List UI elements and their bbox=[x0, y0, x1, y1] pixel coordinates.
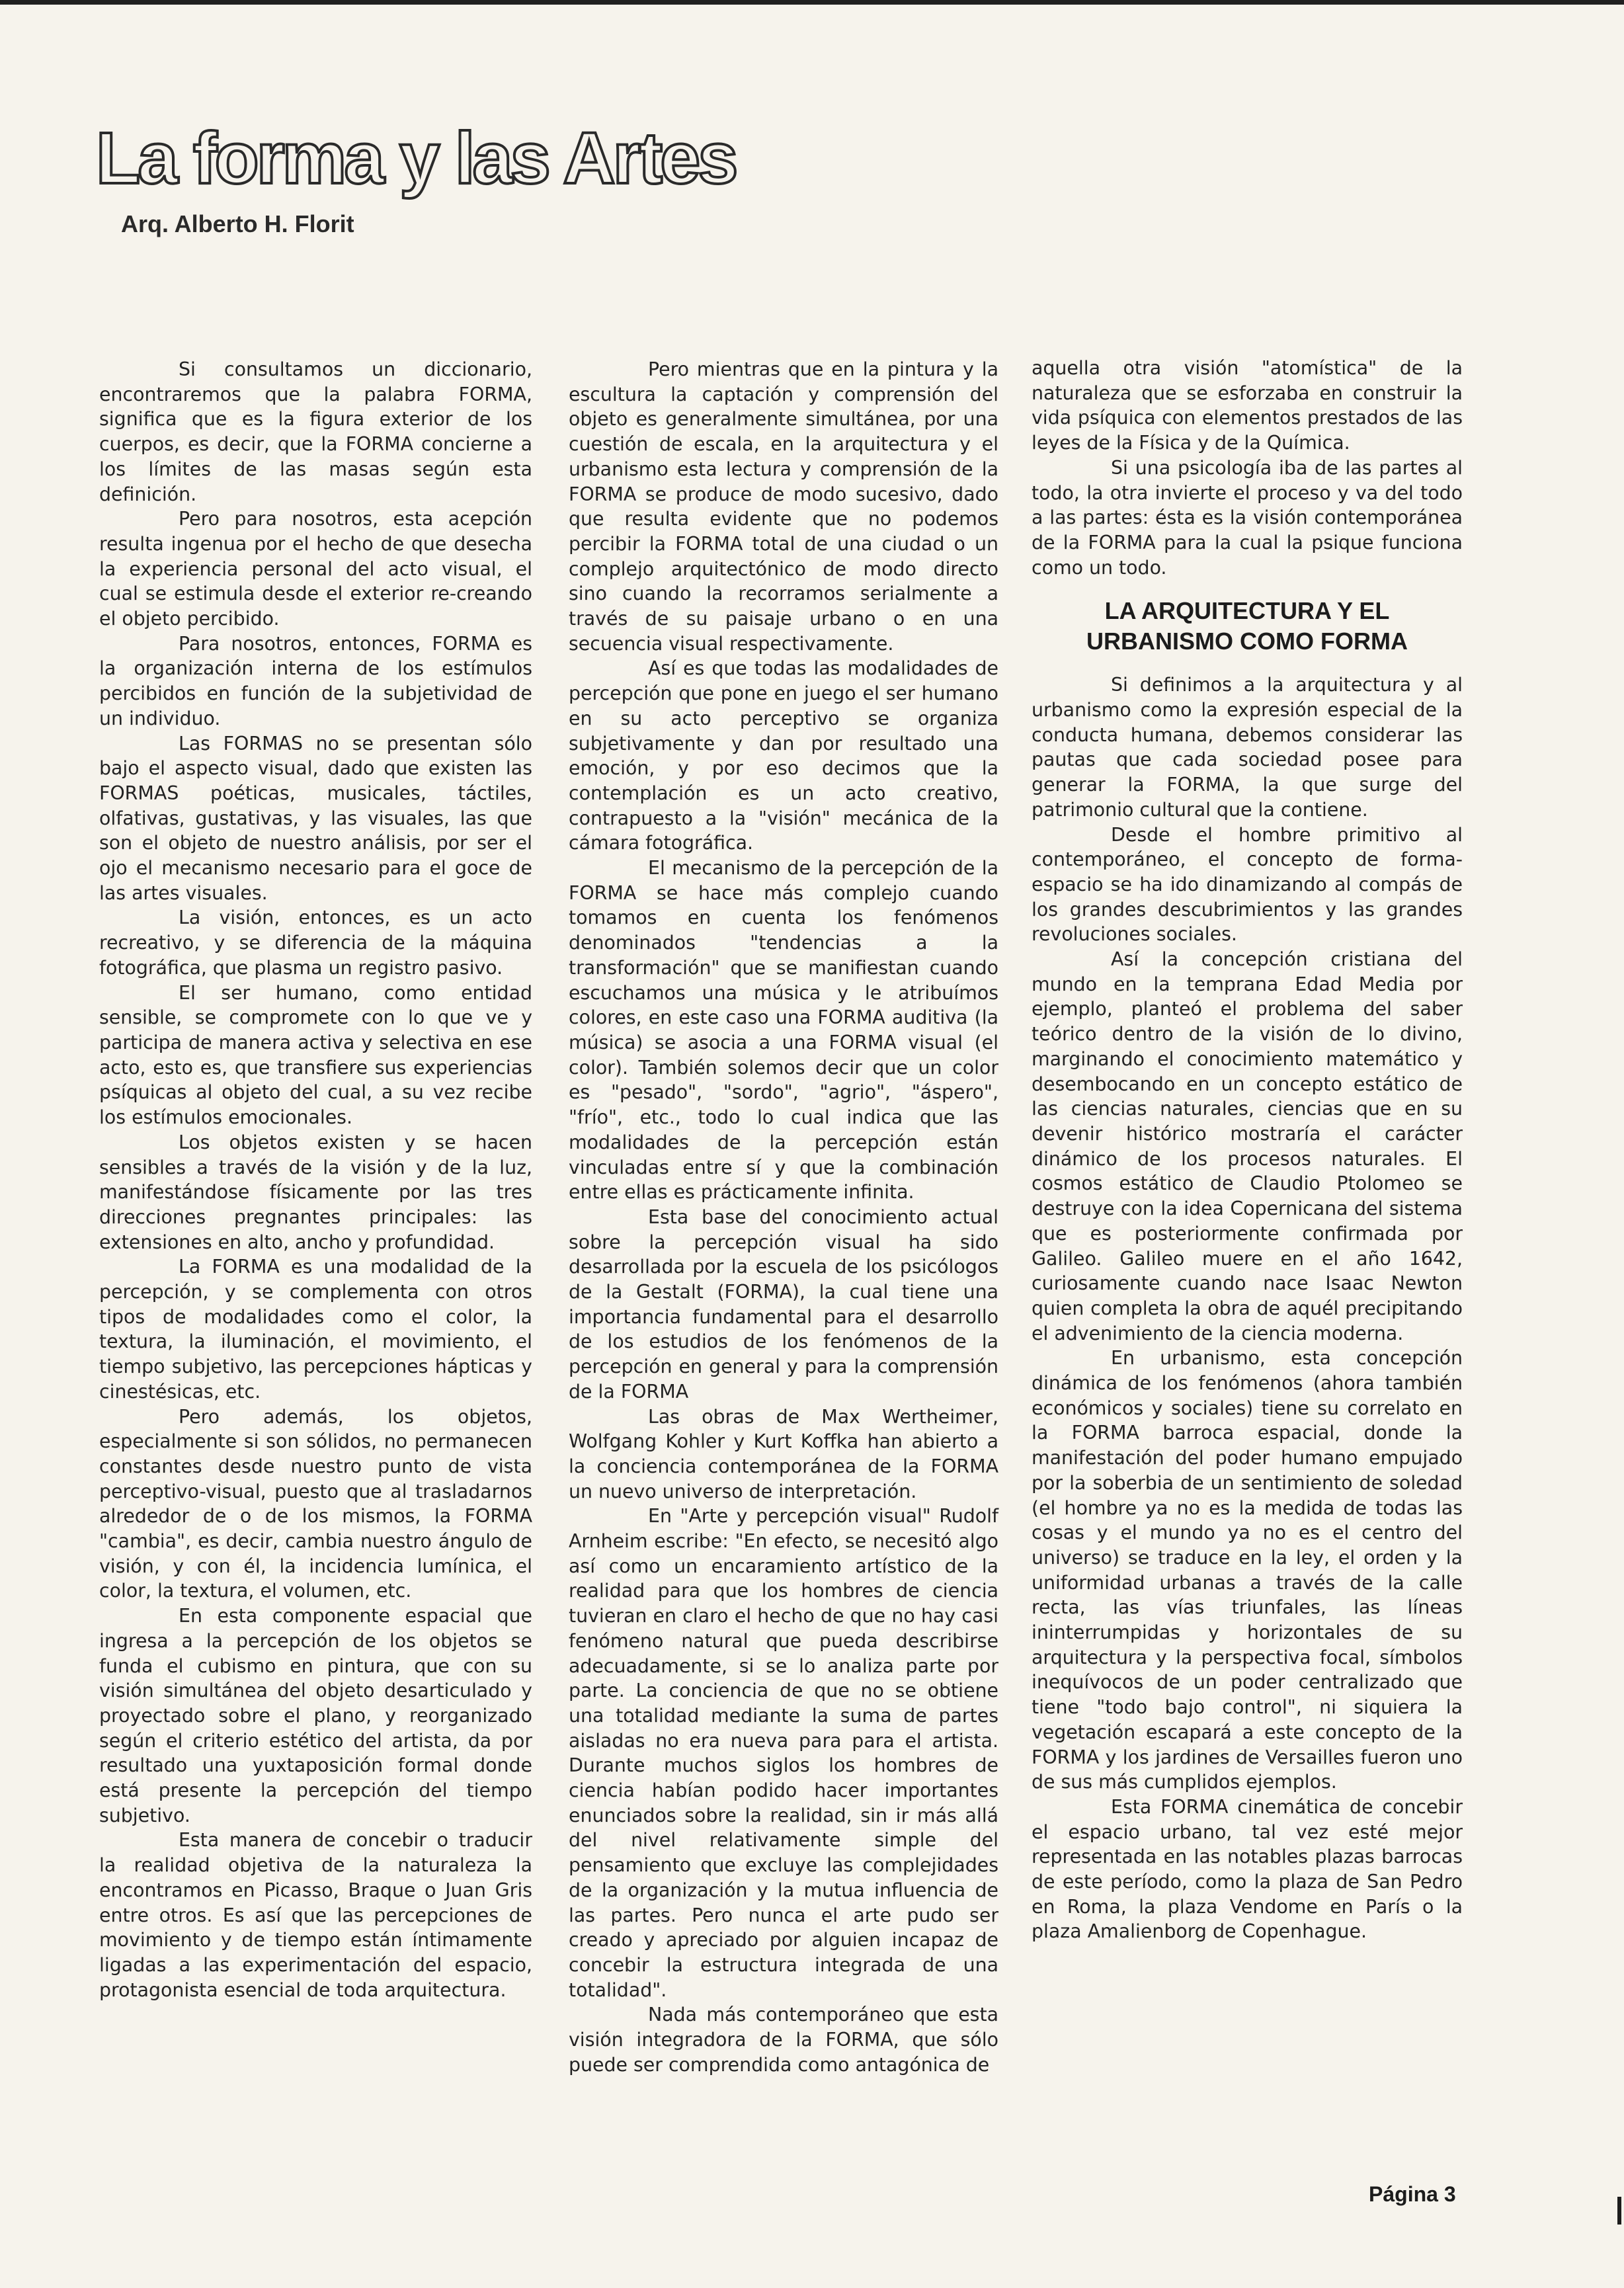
text-column-1 bbox=[99, 357, 532, 2002]
paragraph: Esta base del conocimiento actual sobre la percepción visual ha sido desarrollada por la escuela de los psicólogos de la Gestalt (FORMA), la cual tiene una importancia fundamental para el desarrollo de los estudios de los fenómenos de la percepción en general y para la comprensión de la FORMA bbox=[569, 1205, 998, 1403]
paragraph: En esta componente espacial que ingresa a la percepción de los objetos se funda el cubismo en pintura, que con su visión simultánea del objeto desarticulado y proyectado sobre el plano, y reorganizado según el criterio estético del artista, da por resultado una yuxtaposición formal donde está presente la percepción del tiempo subjetivo. bbox=[99, 1605, 532, 1826]
edge-mark bbox=[1617, 2197, 1621, 2225]
text-column-3 bbox=[1032, 356, 1463, 1944]
paragraph: Si consultamos un diccionario, encontraremos que la palabra FORMA, significa que es la figura exterior de los cuerpos, es decir, que la FORMA concierne a los límites de las masas según esta definición. bbox=[99, 358, 532, 505]
top-rule bbox=[0, 0, 1624, 5]
paragraph: Pero mientras que en la pintura y la escultura la captación y comprensión del objeto es generalmente simultánea, por una cuestión de escala, en la arquitectura y el urbanismo esta lectura y comprensión de la FORMA se produce de modo sucesivo, dado que resulta evidente que no podemos percibir la FORMA total de una ciudad o un complejo arquitectónico de modo directo sino cuando la recorramos serialmente a través de su paisaje urbano o en una secuencia visual respectivamente. bbox=[569, 358, 998, 655]
article-title: La forma y las Artes bbox=[96, 118, 736, 199]
paragraph: Pero para nosotros, esta acepción resulta ingenua por el hecho de que desecha la experiencia personal del acto visual, el cual se estimula desde el exterior re-creando el objeto percibido. bbox=[99, 508, 532, 630]
page-number: Página 3 bbox=[1369, 2182, 1456, 2206]
paragraph: Así es que todas las modalidades de percepción que pone en juego el ser humano en su acto perceptivo se organiza subjetivamente y dan por resultado una emoción, y por eso decimos que la contemplación es un acto creativo, contrapuesto a la "visión" mecánica de la cámara fotográfica. bbox=[569, 657, 998, 854]
author-byline: Arq. Alberto H. Florit bbox=[121, 210, 354, 237]
paragraph: Si definimos a la arquitectura y al urbanismo como la expresión especial de la conducta humana, debemos considerar las pautas que cada sociedad posee para generar la FORMA, la que surge del patrimonio cultural que la contiene. bbox=[1032, 674, 1463, 821]
paragraph: Los objetos existen y se hacen sensibles a través de la visión y de la luz, manifestándose físicamente por las tres direcciones pregnantes principales: las extensiones en alto, ancho y profundidad. bbox=[99, 1131, 532, 1253]
paragraph: Desde el hombre primitivo al contemporáneo, el concepto de forma-espacio se ha ido dinamizando al compás de los grandes descubrimientos y las grandes revoluciones sociales. bbox=[1032, 823, 1463, 946]
paragraph: El ser humano, como entidad sensible, se compromete con lo que ve y participa de manera activa y selectiva en ese acto, esto es, que transfiere sus experiencias psíquicas al objeto del cual, a su vez recibe los estímulos emocionales. bbox=[99, 981, 532, 1129]
paragraph: En "Arte y percepción visual" Rudolf Arnheim escribe: "En efecto, se necesitó algo así como un encaramiento artístico de la realidad para que los hombres de ciencia tuvieran en claro el hecho de que no hay casi fenómeno natural que pueda describirse adecuadamente, si se lo analiza parte por parte. La conciencia de que no se obtiene una totalidad mediante la suma de partes aisladas no era nueva para para el artista. Durante muchos siglos los hombres de ciencia habían podido hacer importantes enunciados sobre la realidad, sin ir más allá del nivel relativamente simple del pensamiento que excluye las complejidades de la organización y la mutua influencia de las partes. Pero nunca el arte pudo ser creado y apreciado por alguien incapaz de concebir la estructura integrada de una totalidad". bbox=[569, 1505, 998, 2001]
paragraph: Pero además, los objetos, especialmente si son sólidos, no permanecen constantes desde nuestro punto de vista perceptivo-visual, puesto que al trasladarnos alrededor de o de los mismos, la FORMA "cambia", es decir, cambia nuestro ángulo de visión, y con él, la incidencia lumínica, el color, la textura, el volumen, etc. bbox=[99, 1405, 532, 1602]
paragraph: Así la concepción cristiana del mundo en la temprana Edad Media por ejemplo, planteó el problema del saber teórico dentro de la visión de lo divino, marginando el conocimiento matemático y desembocando en un concepto estático de las ciencias naturales, ciencias que en su devenir histórico mostraría el carácter dinámico de los procesos naturales. El cosmos estático de Claudio Ptolomeo se destruye con la idea Copernicana del sistema que es posteriormente confirmada por Galileo. Galileo muere en el año 1642, curiosamente cuando nace Isaac Newton quien completa la obra de aquél precipitando el advenimiento de la ciencia moderna. bbox=[1032, 948, 1463, 1344]
paragraph: Las FORMAS no se presentan sólo bajo el aspecto visual, dado que existen las FORMAS poéticas, musicales, táctiles, olfativas, gustativas, y las visuales, las que son el objeto de nuestro análisis, por ser el ojo el mecanismo necesario para el goce de las artes visuales. bbox=[99, 732, 532, 904]
paragraph: En urbanismo, esta concepción dinámica de los fenómenos (ahora también económicos y sociales) tiene su correlato en la FORMA barroca espacial, donde la manifestación del poder humano empujado por la soberbia de un sentimiento de soledad (el hombre ya no es la medida de todas las cosas y el mundo ya no es el centro del universo) se traduce en la ley, el orden y la uniformidad urbanas a través de la calle recta, las vías triunfales, las líneas ininterrumpidas y horizontales de su arquitectura y la perspectiva focal, símbolos inequívocos de un poder centralizado que tiene "todo bajo control", ni siquiera la vegetación escapará a este concepto de la FORMA y los jardines de Versailles fueron uno de sus más cumplidos ejemplos. bbox=[1032, 1347, 1463, 1793]
paragraph: La visión, entonces, es un acto recreativo, y se diferencia de la máquina fotográfica, que plasma un registro pasivo. bbox=[99, 907, 532, 979]
paragraph: Esta manera de concebir o traducir la realidad objetiva de la naturaleza la encontramos en Picasso, Braque o Juan Gris entre otros. Es así que las percepciones de movimiento y de tiempo están íntimamente ligadas a las experimentación del espacio, protagonista esencial de toda arquitectura. bbox=[99, 1829, 532, 2001]
paragraph: Para nosotros, entonces, FORMA es la organización interna de los estímulos percibidos en función de la subjetividad de un individuo. bbox=[99, 632, 532, 729]
paragraph: La FORMA es una modalidad de la percepción, y se complementa con otros tipos de modalidades como el color, la textura, la iluminación, el movimiento, el tiempo subjetivo, las percepciones hápticas y cinestésicas, etc. bbox=[99, 1256, 532, 1403]
paragraph: Las obras de Max Wertheimer, Wolfgang Kohler y Kurt Koffka han abierto a la conciencia contemporánea de la FORMA un nuevo universo de interpretación. bbox=[569, 1405, 998, 1502]
paragraph: El mecanismo de la percepción de la FORMA se hace más complejo cuando tomamos en cuenta los fenómenos denominados "tendencias a la transformación" que se manifiestan cuando escuchamos una música y le atribuímos colores, en este caso una FORMA auditiva (la música) se asocia a una FORMA visual (el color). También solemos decir que un color es "pesado", "sordo", "agrio", "áspero", "frío", etc., todo lo cual indica que las modalidades de la percepción están vinculadas entre sí y que la combinación entre ellas es prácticamente infinita. bbox=[569, 857, 998, 1204]
paragraph: aquella otra visión "atomística" de la naturaleza que se esforzaba en construir la vida psíquica con elementos prestados de las leyes de la Física y de la Química. bbox=[1032, 357, 1463, 454]
section-heading: LA ARQUITECTURA Y EL URBANISMO COMO FORMA bbox=[1086, 597, 1408, 655]
paragraph: Nada más contemporáneo que esta visión integradora de la FORMA, que sólo puede ser comprendida como antagónica de bbox=[569, 2004, 998, 2076]
paragraph: Si una psicología iba de las partes al todo, la otra invierte el proceso y va del todo a las partes: ésta es la visión contemporánea de la FORMA para la cual la psique funciona como un todo. bbox=[1032, 456, 1463, 579]
paragraph: Esta FORMA cinemática de concebir el espacio urbano, tal vez esté mejor representada en las notables plazas barrocas de este período, como la plaza de San Pedro en Roma, la plaza Vendome en París o la plaza Amalienborg de Copenhague. bbox=[1032, 1795, 1463, 1943]
text-column-2 bbox=[569, 357, 998, 2078]
